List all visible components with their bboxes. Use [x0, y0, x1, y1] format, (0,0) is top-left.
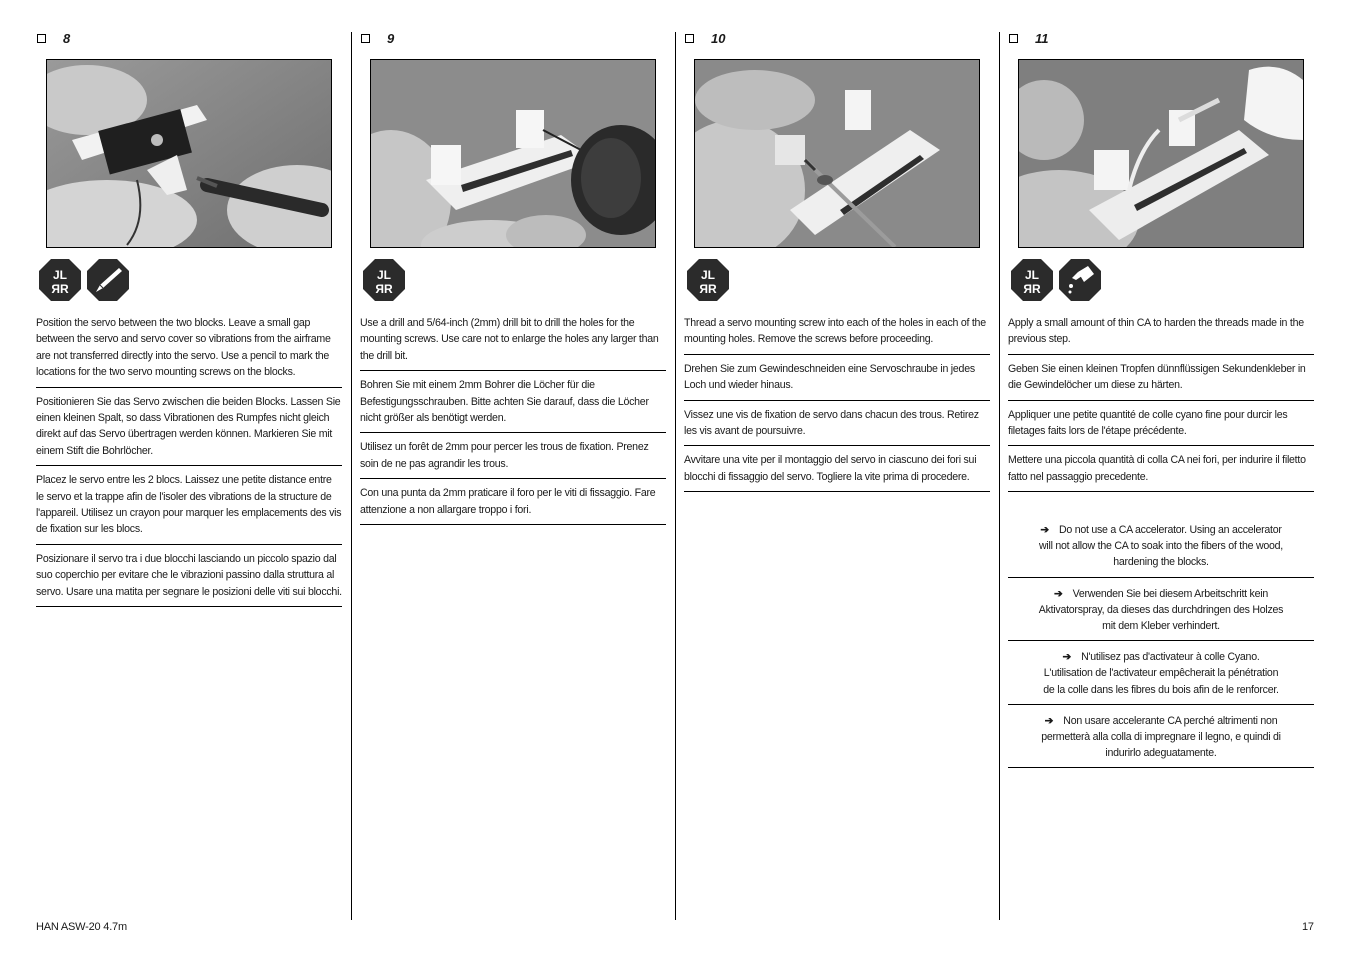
- icon-row: [362, 258, 406, 302]
- arrow-icon: ➔: [1044, 714, 1054, 727]
- icon-row: [38, 258, 130, 302]
- svg-text:JL: JL: [376, 268, 392, 282]
- step-number: 10: [711, 30, 726, 46]
- paragraph-english: Thread a servo mounting screw into each of the holes in each of the mounting holes. Remove the screws before proceeding.: [684, 315, 990, 355]
- paragraph-french: Vissez une vis de fixation de servo dans chacun des trous. Retirez les vis avant de poursuivre.: [684, 407, 990, 447]
- arrow-icon: ➔: [1062, 651, 1072, 664]
- glue-blocks-icon: [362, 258, 406, 302]
- step-checkbox[interactable]: [1009, 34, 1018, 43]
- step-9-column: [360, 30, 666, 516]
- svg-text:ЯR: ЯR: [699, 282, 717, 296]
- step-checkbox[interactable]: [685, 34, 694, 43]
- arrow-icon: ➔: [1040, 524, 1049, 536]
- step-number: 9: [387, 30, 395, 46]
- step-header: [360, 30, 666, 46]
- note-text: Do not use a CA accelerator. Using an accelerator will not allow the CA to soak into the fibers of the wood, hardening the blocks.: [1038, 524, 1283, 569]
- step-header: [36, 30, 342, 46]
- instruction-text: [1008, 315, 1314, 498]
- paragraph-german: Positionieren Sie das Servo zwischen die beiden Blocks. Lassen Sie einen kleinen Spalt, so dass Vibrationen des Rumpfes nicht gleich direkt auf das Servo übertragen werden können. Markieren Sie mit einem Stift die Bohrlöcher.: [36, 394, 342, 467]
- glue-blocks-icon: [686, 258, 730, 302]
- footer-title: HAN ASW-20 4.7m: [36, 921, 127, 933]
- step-number: 8: [63, 30, 71, 46]
- paragraph-english: Use a drill and 5/64-inch (2mm) drill bit to drill the holes for the mounting screws. Use care not to enlarge the holes any larger than the drill bit.: [360, 315, 666, 371]
- column-divider: [351, 32, 352, 920]
- step-photo: [1018, 59, 1304, 248]
- column-divider: [999, 32, 1000, 920]
- svg-text:JL: JL: [52, 268, 68, 282]
- note-text: Non usare accelerante CA perché altrimenti non permetterà alla colla di impregnare il legno, e quindi di indurirlo adeguatamente.: [1041, 714, 1281, 760]
- glue-blocks-icon: [1010, 258, 1054, 302]
- paragraph-german: Bohren Sie mit einem 2mm Bohrer die Löcher für die Befestigungsschrauben. Bitte achten Sie darauf, dass die Löcher nicht größer als benötigt werden.: [360, 377, 666, 433]
- paragraph-english: Position the servo between the two blocks. Leave a small gap between the servo and servo cover so vibrations from the airframe are not transferred directly into the servo. Use a pencil to mark the locations for the two servo mounting screws on the blocks.: [36, 315, 342, 388]
- note-english: [1008, 522, 1314, 578]
- paragraph-german: Drehen Sie zum Gewindeschneiden eine Servoschraube in jedes Loch und wieder hinaus.: [684, 361, 990, 401]
- pencil-icon: [86, 258, 130, 302]
- svg-text:ЯR: ЯR: [1023, 282, 1041, 296]
- note-french: [1008, 649, 1314, 705]
- svg-text:JL: JL: [700, 268, 716, 282]
- step-header: [684, 30, 990, 46]
- paragraph-french: Placez le servo entre les 2 blocs. Laissez une petite distance entre le servo et la trappe afin de l'isoler des vibrations de la structure de l'appareil. Utilisez un crayon pour marquer les emplacements des vis de fixation sur les blocs.: [36, 472, 342, 545]
- svg-text:ЯR: ЯR: [375, 282, 393, 296]
- paragraph-italian: Posizionare il servo tra i due blocchi lasciando un piccolo spazio dal suo coperchio per evitare che le vibrazioni passino dalla struttura al servo. Usare una matita per segnare le posizioni delle viti sui blocchi.: [36, 551, 342, 607]
- svg-text:JL: JL: [1024, 268, 1040, 282]
- step-10-column: [684, 30, 990, 483]
- paragraph-english: Apply a small amount of thin CA to harden the threads made in the previous step.: [1008, 315, 1314, 355]
- step-header: [1008, 30, 1314, 46]
- icon-row: [686, 258, 730, 302]
- step-11-column: [1008, 30, 1314, 760]
- paragraph-french: Appliquer une petite quantité de colle cyano fine pour durcir les filetages faits lors de l'étape précédente.: [1008, 407, 1314, 447]
- instruction-text: [684, 315, 990, 498]
- step-checkbox[interactable]: [361, 34, 370, 43]
- step-photo: [46, 59, 332, 248]
- paragraph-italian: Mettere una piccola quantità di colla CA nei fori, per indurire il filetto fatto nel passaggio precedente.: [1008, 452, 1314, 492]
- paragraph-german: Geben Sie einen kleinen Tropfen dünnflüssigen Sekundenkleber in die Gewindelöcher um diese zu härten.: [1008, 361, 1314, 401]
- instruction-text: [36, 315, 342, 613]
- note-text: Verwenden Sie bei diesem Arbeitschritt kein Aktivatorspray, da dieses das durchdringen des Holzes mit dem Kleber verhindert.: [1038, 587, 1284, 633]
- note-german: [1008, 586, 1314, 642]
- paragraph-italian: Con una punta da 2mm praticare il foro per le viti di fissaggio. Fare attenzione a non allargare troppo i fori.: [360, 485, 666, 525]
- paragraph-french: Utilisez un forêt de 2mm pour percer les trous de fixation. Prenez soin de ne pas agrandir les trous.: [360, 439, 666, 479]
- paragraph-italian: Avvitare una vite per il montaggio del servo in ciascuno dei fori sui blocchi di fissaggio del servo. Togliere la vite prima di procedere.: [684, 452, 990, 492]
- step-8-column: [36, 30, 342, 598]
- note-text: N'utilisez pas d'activateur à colle Cyano. L'utilisation de l'activateur empêcherait la pénétration de la colle dans les fibres du bois afin de le renforcer.: [1043, 651, 1279, 696]
- page-number: 17: [1302, 921, 1314, 933]
- instruction-text: [360, 315, 666, 531]
- step-number: 11: [1035, 30, 1049, 46]
- icon-row: [1010, 258, 1102, 302]
- ca-glue-bottle-icon: [1058, 258, 1102, 302]
- svg-text:ЯR: ЯR: [51, 282, 69, 296]
- note-italian: [1008, 713, 1314, 769]
- step-photo: [694, 59, 980, 248]
- warning-notes: [1008, 522, 1314, 776]
- step-photo: [370, 59, 656, 248]
- step-checkbox[interactable]: [37, 34, 46, 43]
- glue-blocks-icon: [38, 258, 82, 302]
- column-divider: [675, 32, 676, 920]
- arrow-icon: ➔: [1054, 587, 1063, 600]
